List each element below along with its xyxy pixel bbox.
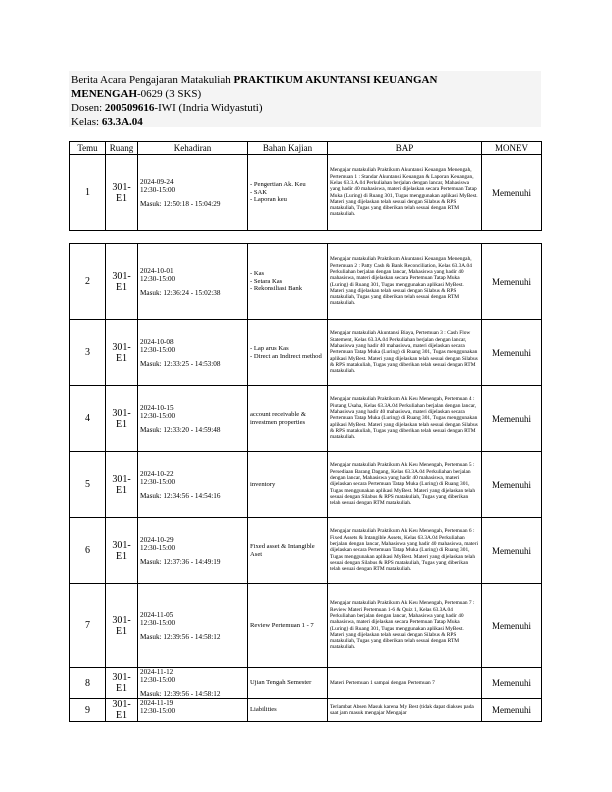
col-monev: MONEV	[482, 142, 542, 155]
session-date: 2024-10-22	[140, 469, 174, 478]
bap-cell: Mengajar matakuliah Praktikum Ak Keu Menengah, Pertemuan 6 : Fixed Assets & Intangible Assets, Kelas 63.3A.04 Perkuliahan berjalan dengan lancar, Mahasiswa yang hadir 40 mahasiswa, materi dijelaskan secara Pertemuan Tatap Muka (Luring) di Ruang 301, Tugas menggunakan aplikasi MyBest. Materi yang dijelaskan telah sesuai dengan Silabus & RPS matakuliah, Tugas yang diberikan telah sesuai dengan RTM matakuliah.	[328, 518, 482, 584]
kehadiran-cell	[138, 518, 248, 584]
dosen-name: -IWI (Indria Widyastuti)	[154, 102, 263, 114]
session-date: 2024-11-12	[140, 668, 174, 676]
material-item: Liabilities	[250, 706, 277, 714]
col-bap: BAP	[328, 142, 482, 155]
title-line	[71, 73, 539, 87]
material-item: investmen properties	[250, 418, 306, 426]
bap-cell: Mengajar matakuliah Praktikum Akuntansi Keuangan Menengah, Pertemuan 2 : Patty Cash & Bank Reconciliation, Kelas 63.3A.04 Perkuliahan berjalan dengan lancar, Mahasiswa yang hadir 40 mahasiswa, materi dijelaskan secara Pertemuan Tatap Muka (Luring) di Ruang 301, Tugas menggunakan aplikasi MyBest. Materi yang dijelaskan telah sesuai dengan Silabus & RPS matakuliah, Tugas yang diberikan telah sesuai dengan RTM matakuliah.	[328, 244, 482, 320]
kehadiran-cell	[138, 386, 248, 452]
ruang-cell: 301-E1	[106, 668, 138, 699]
ruang-cell: 301-E1	[106, 386, 138, 452]
ruang-cell: 301-E1	[106, 699, 138, 722]
monev-cell: Memenuhi	[482, 244, 542, 320]
temu-cell: 3	[70, 320, 106, 386]
bap-cell: Mengajar matakuliah Praktikum Ak Keu Menengah, Pertemuan 4 : Piutang Usaha, Kelas 63.3A.04 Perkuliahan berjalan dengan lancar, Mahasiswa yang hadir 40 mahasiswa, materi dijelaskan secara Pertemuan Tatap Muka (Luring) di Ruang 301, Tugas menggunakan aplikasi MyBest. Materi yang dijelaskan telah sesuai dengan Silabus & RPS matakuliah, Tugas yang diberikan telah sesuai dengan RTM matakuliah.	[328, 386, 482, 452]
material-item: - Laporan keu	[250, 196, 287, 204]
material-item: Fixed asset & Intangible	[250, 543, 315, 550]
kelas-value: 63.3A.04	[101, 116, 143, 128]
temu-cell: 8	[70, 668, 106, 699]
monev-cell: Memenuhi	[482, 699, 542, 722]
check-in-time: Masuk: 12:37:36 - 14:49:19	[140, 557, 221, 566]
dosen-id: 200509616	[104, 102, 155, 114]
table-row	[70, 518, 542, 584]
table-row	[70, 386, 542, 452]
table-row	[70, 668, 542, 699]
bahan-kajian-cell	[248, 452, 328, 518]
course-name-1: PRAKTIKUM AKUNTANSI KEUANGAN	[233, 74, 438, 86]
session-date: 2024-10-29	[140, 535, 174, 544]
check-in-time: Masuk: 12:33:25 - 14:53:08	[140, 359, 221, 368]
ruang-cell: 301-E1	[106, 320, 138, 386]
attendance-table-2	[69, 243, 542, 722]
temu-cell: 9	[70, 699, 106, 722]
dosen-line	[71, 101, 539, 115]
temu-cell: 6	[70, 518, 106, 584]
session-date: 2024-09-24	[140, 177, 174, 186]
material-item: - Rekonsiliasi Bank	[250, 285, 303, 293]
ruang-cell: 301-E1	[106, 518, 138, 584]
material-item: - Pengertian Ak. Keu	[250, 181, 306, 189]
check-in-time: Masuk: 12:36:24 - 15:02:38	[140, 288, 221, 297]
session-date: 2024-10-15	[140, 403, 174, 412]
table-row	[70, 699, 542, 722]
check-in-time: Masuk: 12:50:18 - 15:04:29	[140, 199, 221, 208]
monev-cell: Memenuhi	[482, 584, 542, 668]
document-header	[69, 71, 541, 127]
session-time: 12:30-15:00	[140, 707, 176, 715]
session-time: 12:30-15:00	[140, 477, 176, 486]
check-in-time: Masuk: 12:34:56 - 14:54:16	[140, 491, 221, 500]
temu-cell: 7	[70, 584, 106, 668]
material-item: - Kas	[250, 270, 265, 278]
session-time: 12:30-15:00	[140, 411, 176, 420]
bap-cell: Terlambat Absen Masuk karena My Best (tidak dapat diakses pada saat jam masuk mengajar Mengajar	[328, 699, 482, 722]
session-date: 2024-11-05	[140, 610, 174, 619]
bahan-kajian-cell	[248, 584, 328, 668]
bahan-kajian-cell	[248, 518, 328, 584]
session-time: 12:30-15:00	[140, 676, 176, 684]
bap-cell: Mengajar matakuliah Akuntansi Biaya, Pertemuan 3 : Cash Flow Statement, Kelas 63.3A.04 Perkuliahan berjalan dengan lancar, Mahasiswa yang hadir 40 mahasiswa, materi dijelaskan secara Pertemuan Tatap Muka (Luring) di Ruang 301, Tugas menggunakan aplikasi MyBest. Materi yang dijelaskan telah sesuai dengan Silabus & RPS matakuliah, Tugas yang diberikan telah sesuai dengan RTM matakuliah.	[328, 320, 482, 386]
ruang-cell: 301-E1	[106, 155, 138, 231]
check-in-time: Masuk: 12:39:56 - 14:58:12	[140, 690, 221, 698]
temu-cell: 5	[70, 452, 106, 518]
monev-cell: Memenuhi	[482, 386, 542, 452]
kehadiran-cell	[138, 452, 248, 518]
kelas-label: Kelas:	[71, 116, 102, 128]
kehadiran-cell	[138, 320, 248, 386]
ruang-cell: 301-E1	[106, 244, 138, 320]
table-row	[70, 584, 542, 668]
kehadiran-cell	[138, 699, 248, 722]
material-item: - Direct an Indirect method	[250, 352, 322, 360]
monev-cell: Memenuhi	[482, 668, 542, 699]
bahan-kajian-cell	[248, 320, 328, 386]
session-time: 12:30-15:00	[140, 345, 176, 354]
material-item: - SAK	[250, 188, 268, 196]
monev-cell: Memenuhi	[482, 452, 542, 518]
kehadiran-cell	[138, 668, 248, 699]
table-row	[70, 452, 542, 518]
bap-cell: Mengajar matakuliah Praktikum Akuntansi Keuangan Menengah, Pertemuan 1 : Standar Akuntansi Keuangan & Laporan Keuangan, Kelas 63.3.A.04 Perkuliahan berjalan dengan lancar, Mahasiswa yang hadir 40 mahasiswa, materi dijelaskan secara Pertemuan Tatap Muka (Luring) di Ruang 301, Tugas menggunakan aplikasi MyBest. Materi yang dijelaskan telah sesuai dengan Silabus & RPS matakuliah, Tugas yang diberikan telah sesuai dengan RTM matakuliah.	[328, 155, 482, 231]
bahan-kajian-cell	[248, 699, 328, 722]
col-bahan-kajian: Bahan Kajian	[248, 142, 328, 155]
material-item: inventory	[250, 480, 276, 488]
dosen-label: Dosen:	[71, 102, 105, 114]
course-name-2: MENENGAH	[71, 88, 137, 100]
session-date: 2024-10-08	[140, 337, 174, 346]
table-header-row	[70, 142, 542, 155]
session-time: 12:30-15:00	[140, 185, 176, 194]
material-item: account receivable &	[250, 411, 307, 418]
check-in-time: Masuk: 12:33:20 - 14:59:48	[140, 425, 221, 434]
material-item: Review Pertemuan 1 - 7	[250, 621, 314, 629]
session-time: 12:30-15:00	[140, 618, 176, 627]
col-temu: Temu	[70, 142, 106, 155]
monev-cell: Memenuhi	[482, 518, 542, 584]
session-date: 2024-11-19	[140, 699, 174, 707]
bap-cell: Materi Pertemuan 1 sampai dengan Pertemuan 7	[328, 668, 482, 699]
kehadiran-cell	[138, 584, 248, 668]
bahan-kajian-cell	[248, 668, 328, 699]
attendance-table-1	[69, 141, 542, 231]
bahan-kajian-cell	[248, 386, 328, 452]
material-item: - Lap arus Kas	[250, 345, 289, 352]
material-item: Ujian Tengah Semester	[250, 679, 312, 687]
course-code: -0629 (3 SKS)	[137, 88, 202, 100]
temu-cell: 1	[70, 155, 106, 231]
col-kehadiran: Kehadiran	[138, 142, 248, 155]
table-row	[70, 320, 542, 386]
kehadiran-cell	[138, 155, 248, 231]
temu-cell: 2	[70, 244, 106, 320]
table-row	[70, 155, 542, 231]
session-date: 2024-10-01	[140, 266, 174, 275]
ruang-cell: 301-E1	[106, 452, 138, 518]
check-in-time: Masuk: 12:39:56 - 14:58:12	[140, 632, 221, 641]
title-prefix: Berita Acara Pengajaran Matakuliah	[71, 74, 234, 86]
col-ruang: Ruang	[106, 142, 138, 155]
bahan-kajian-cell	[248, 244, 328, 320]
session-time: 12:30-15:00	[140, 274, 176, 283]
bap-cell: Mengajar matakuliah Praktikum Ak Keu Menengah, Pertemuan 7 : Review Materi Pertemuan 1-6 & Quiz 1, Kelas 63.3A.04 Perkuliahan berjalan dengan lancar, Mahasiswa yang hadir 40 mahasiswa, materi dijelaskan secara Pertemuan Tatap Muka (Luring) di Ruang 301, Tugas menggunakan aplikasi MyBest. Materi yang dijelaskan telah sesuai dengan Silabus & RPS matakuliah, Tugas yang diberikan telah sesuai dengan RTM matakuliah.	[328, 584, 482, 668]
ruang-cell: 301-E1	[106, 584, 138, 668]
session-time: 12:30-15:00	[140, 543, 176, 552]
monev-cell: Memenuhi	[482, 320, 542, 386]
material-item: Aset	[250, 550, 263, 558]
bahan-kajian-cell	[248, 155, 328, 231]
kehadiran-cell	[138, 244, 248, 320]
table-row	[70, 244, 542, 320]
temu-cell: 4	[70, 386, 106, 452]
course-line	[71, 87, 539, 101]
material-item: - Setara Kas	[250, 277, 283, 285]
kelas-line	[71, 115, 539, 129]
monev-cell: Memenuhi	[482, 155, 542, 231]
bap-cell: Mengajar matakuliah Praktikum Ak Keu Menengah, Pertemuan 5 : Persediaan Barang Dagang, Kelas 63.3A.04 Perkuliahan berjalan dengan lancar, Mahasiswa yang hadir 40 mahasiswa, materi dijelaskan secara Pertemuan Tatap Muka (Luring) di Ruang 301, Tugas menggunakan aplikasi MyBest. Materi yang dijelaskan telah sesuai dengan Silabus & RPS matakuliah, Tugas yang diberikan telah sesuai dengan RTM matakuliah.	[328, 452, 482, 518]
